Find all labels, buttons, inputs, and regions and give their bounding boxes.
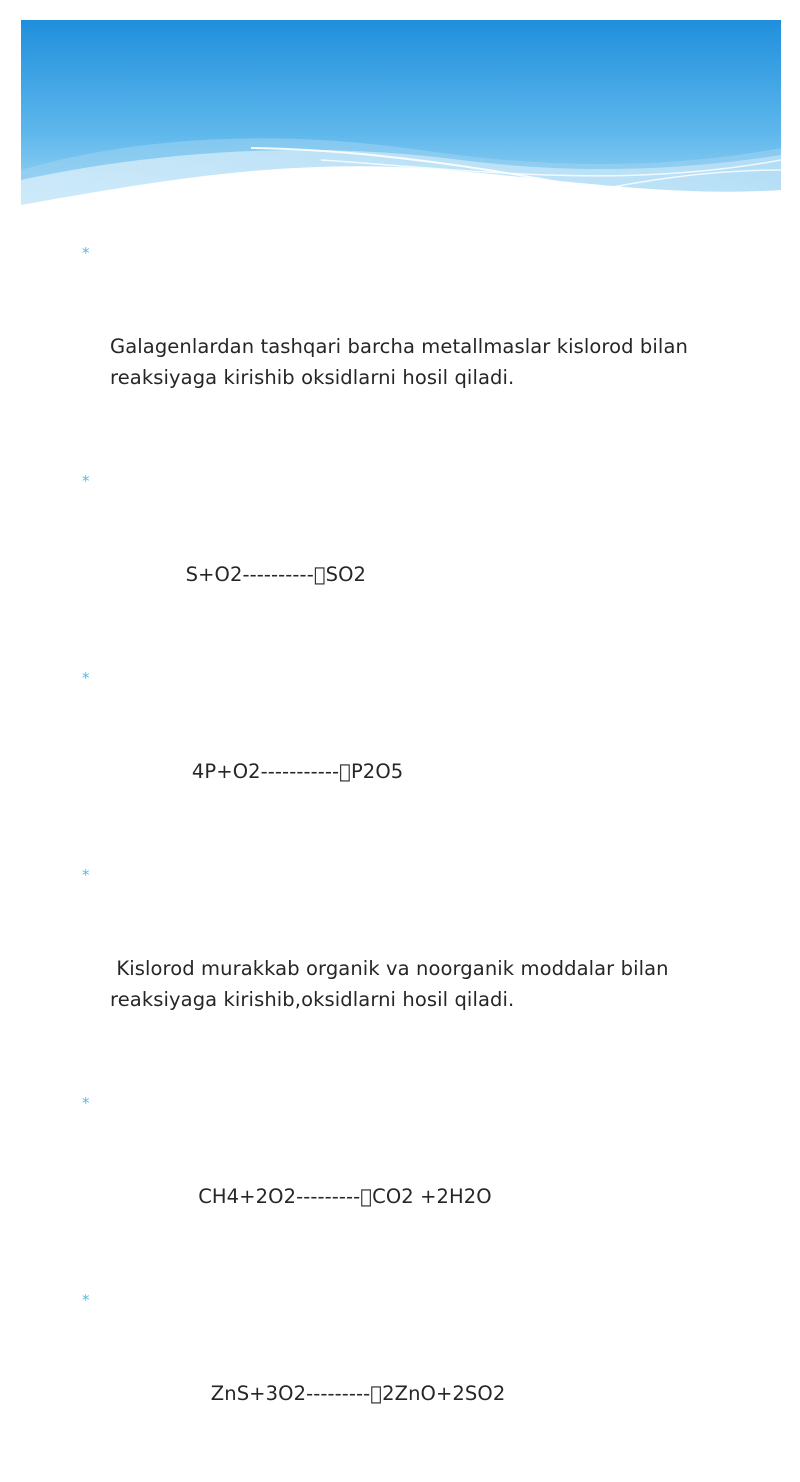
- bullet-item: [82, 1088, 722, 1274]
- bullet-text: Kislorod murakkab organik va noorganik moddalar bilan reaksiyaga kirishib,oksidlarni hosil qiladi.: [110, 957, 675, 1011]
- bullet-icon: *: [82, 1291, 90, 1309]
- bullet-item: [82, 466, 722, 652]
- bullet-text: Galagenlardan tashqari barcha metallmaslar kislorod bilan reaksiyaga kirishib oksidlarni hosil qiladi.: [110, 335, 695, 389]
- bullet-icon: *: [82, 669, 90, 687]
- bullet-item: [82, 663, 722, 849]
- header-banner: [21, 20, 781, 228]
- wave-decoration: [21, 20, 781, 228]
- bullet-item: [82, 1285, 722, 1471]
- bullet-text: S+O2---------- SO2: [110, 563, 361, 586]
- bullet-text: ZnS+3O2--------- 2ZnO+2SO2: [110, 1382, 500, 1405]
- bullet-list: [82, 238, 722, 1482]
- bullet-icon: *: [82, 472, 90, 490]
- bullet-item: [82, 860, 722, 1077]
- bullet-item: [82, 238, 722, 455]
- bullet-icon: *: [82, 244, 90, 262]
- bullet-icon: *: [82, 1094, 90, 1112]
- bullet-text: 4P+O2----------- P2O5: [110, 760, 398, 783]
- bullet-text: CH4+2O2--------- CO2 +2H2O: [110, 1185, 487, 1208]
- bullet-icon: *: [82, 866, 90, 884]
